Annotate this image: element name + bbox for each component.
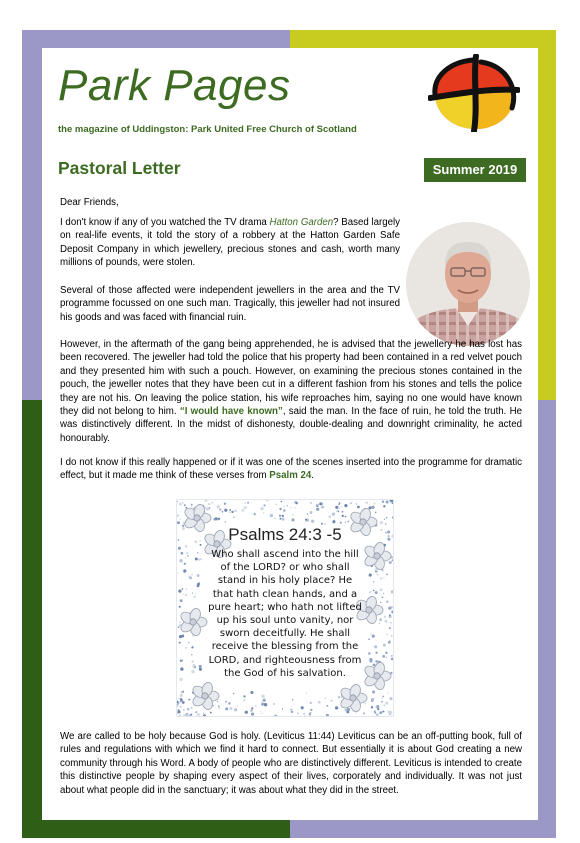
glitter-speck	[184, 504, 186, 506]
glitter-speck	[177, 703, 179, 705]
glitter-speck	[311, 520, 314, 523]
glitter-speck	[263, 699, 266, 702]
glitter-speck	[342, 515, 344, 517]
glitter-speck	[283, 506, 285, 508]
glitter-speck	[218, 707, 220, 709]
glitter-speck	[338, 504, 339, 505]
glitter-speck	[279, 508, 281, 510]
glitter-speck	[177, 501, 178, 503]
glitter-speck	[225, 707, 228, 710]
glitter-speck	[234, 509, 237, 512]
glitter-speck	[318, 701, 321, 704]
glitter-speck	[186, 507, 188, 509]
glitter-speck	[335, 506, 338, 509]
glitter-speck	[191, 707, 193, 709]
glitter-speck	[344, 504, 347, 507]
glitter-speck	[345, 709, 348, 712]
glitter-speck	[197, 713, 200, 716]
glitter-speck	[310, 511, 313, 514]
glitter-speck	[369, 506, 372, 509]
glitter-speck	[291, 711, 293, 713]
glitter-speck	[181, 691, 183, 693]
letter-paragraph-1: I don't know if any of you watched the TV drama Hatton Garden? Based largely on real-life events, it told the story of a robbery at the Hatton Garden Safe Deposit Company in which jewellery, precious stones and cash, worth many millions of pounds, were stolen.	[60, 217, 401, 269]
glitter-speck	[178, 514, 180, 516]
glitter-speck	[347, 521, 349, 523]
glitter-speck	[245, 711, 248, 714]
glitter-speck	[303, 713, 304, 714]
glitter-speck	[263, 504, 265, 506]
glitter-speck	[295, 502, 298, 505]
glitter-speck	[218, 705, 219, 706]
glitter-speck	[392, 517, 393, 519]
glitter-speck	[188, 709, 189, 710]
glitter-speck	[260, 507, 263, 510]
glitter-speck	[326, 705, 328, 707]
glitter-speck	[254, 513, 256, 515]
glitter-speck	[304, 715, 306, 716]
glitter-speck	[371, 506, 374, 509]
glitter-speck	[306, 693, 307, 694]
glitter-speck	[375, 512, 376, 513]
psalm-reference: Psalm 24	[269, 470, 312, 482]
glitter-speck	[345, 516, 347, 518]
glitter-speck	[341, 506, 342, 507]
glitter-speck	[316, 508, 319, 511]
glitter-speck	[301, 706, 304, 709]
letter-paragraph-5: We are called to be holy because God is holy. (Leviticus 11:44) Leviticus can be an off-putting book, full of rules and regulations with which we find it hard to connect. But essentially it is about God creating a new community through his Word. A body of people who are distinctively different. Leviticus is intended to create this distinctive people by shaping every aspect of their lives, corporately and individually. It was not just about what people did in the sanctuary; it was about what they did in the street.	[60, 731, 522, 796]
glitter-speck	[219, 508, 222, 511]
glitter-speck	[339, 502, 341, 504]
glitter-speck	[178, 698, 180, 700]
glitter-speck	[339, 508, 340, 509]
glitter-speck	[382, 501, 384, 503]
glitter-speck	[342, 511, 344, 513]
glitter-speck	[324, 697, 326, 699]
glitter-speck	[371, 706, 373, 708]
glitter-speck	[319, 502, 322, 505]
show-title: Hatton Garden	[269, 217, 334, 228]
glitter-speck	[189, 699, 191, 701]
glitter-speck	[307, 513, 308, 514]
glitter-speck	[294, 507, 296, 509]
glitter-speck	[233, 516, 234, 517]
glitter-speck	[332, 514, 334, 516]
glitter-speck	[326, 714, 329, 716]
glitter-speck	[335, 706, 338, 709]
glitter-speck	[180, 706, 182, 708]
glitter-speck	[384, 705, 386, 707]
glitter-speck	[282, 515, 284, 517]
glitter-speck	[247, 502, 249, 504]
glitter-speck	[237, 705, 238, 706]
glitter-speck	[233, 693, 235, 695]
glitter-speck	[179, 714, 181, 716]
glitter-speck	[262, 713, 263, 714]
glitter-speck	[204, 500, 207, 502]
glitter-speck	[338, 511, 339, 512]
glitter-speck	[244, 506, 247, 509]
glitter-speck	[297, 712, 299, 714]
glitter-speck	[261, 695, 264, 698]
glitter-speck	[209, 507, 211, 509]
glitter-speck	[290, 708, 292, 710]
glitter-speck	[388, 711, 391, 714]
glitter-speck	[310, 712, 311, 713]
glitter-speck	[251, 712, 254, 715]
glitter-speck	[350, 502, 352, 504]
glitter-speck	[229, 509, 231, 511]
glitter-speck	[203, 712, 205, 714]
glitter-speck	[225, 521, 226, 522]
glitter-speck	[244, 502, 245, 503]
glitter-speck	[386, 500, 389, 503]
glitter-speck	[182, 502, 183, 503]
glitter-speck	[383, 505, 385, 507]
glitter-speck	[281, 501, 282, 502]
section-title: Pastoral Letter	[58, 158, 181, 178]
glitter-speck	[309, 713, 311, 715]
glitter-speck	[250, 691, 253, 694]
glitter-speck	[357, 506, 360, 509]
glitter-speck	[261, 703, 264, 706]
minister-portrait	[406, 222, 530, 346]
letter-greeting: Dear Friends,	[60, 197, 119, 208]
glitter-speck	[379, 711, 382, 714]
glitter-speck	[191, 505, 193, 507]
glitter-speck	[264, 703, 267, 706]
glitter-speck	[251, 707, 253, 709]
glitter-speck	[282, 518, 285, 521]
glitter-speck	[287, 505, 288, 506]
glitter-speck	[242, 509, 245, 512]
glitter-speck	[321, 506, 324, 509]
glitter-speck	[217, 701, 218, 702]
magazine-title: Park Pages	[58, 61, 291, 110]
glitter-speck	[292, 699, 293, 700]
glitter-speck	[356, 503, 357, 504]
glitter-speck	[225, 701, 227, 703]
glitter-speck	[210, 712, 212, 714]
glitter-speck	[224, 503, 226, 505]
glitter-speck	[392, 502, 393, 504]
glitter-speck	[374, 712, 376, 714]
glitter-speck	[180, 694, 183, 697]
glitter-speck	[283, 509, 285, 511]
glitter-speck	[224, 509, 227, 512]
glitter-speck	[274, 715, 276, 716]
glitter-speck	[189, 715, 191, 716]
glitter-speck	[382, 710, 384, 712]
glitter-speck	[316, 505, 317, 506]
glitter-speck	[390, 697, 393, 700]
flower-icon	[339, 683, 367, 713]
letter-paragraph-2: Several of those affected were independent jewellers in the area and the TV programme focussed on one such man. Tragically, this jeweller had not insured his goods and was faced with financial ruin.	[60, 285, 400, 323]
glitter-speck	[228, 702, 230, 704]
letter-paragraph-3: However, in the aftermath of the gang being apprehended, he is advised that the jewellery he has lost has been recovered. The jeweller had told the police that his property had been contained in a red velvet pouch and they presented him with such a pouch. However, on examining the precious stones contained in the pouch, the jeweller notes that they have been cut in a different fashion from his stones and tells the police they are not his. On leaving the police station, his wife reproaches him, saying no one would have known they did not belong to him. “I would have known”, said the man. In the face of ruin, he told the truth. He was distinctively different. In the midst of dishonesty, double-dealing and downright criminality, he acted honourably.	[60, 339, 522, 444]
quote-highlight: “I would have known”	[179, 406, 283, 418]
glitter-speck	[183, 709, 184, 710]
glitter-speck	[208, 503, 210, 505]
glitter-speck	[211, 502, 213, 504]
glitter-speck	[255, 705, 256, 706]
glitter-speck	[218, 518, 220, 520]
glitter-speck	[310, 709, 312, 711]
glitter-speck	[191, 504, 193, 506]
glitter-speck	[387, 692, 388, 693]
glitter-speck	[274, 518, 275, 519]
glitter-speck	[229, 511, 231, 513]
glitter-speck	[179, 503, 182, 506]
glitter-speck	[270, 514, 273, 517]
glitter-speck	[381, 697, 382, 698]
glitter-speck	[330, 700, 332, 702]
glitter-speck	[282, 708, 283, 709]
glitter-speck	[234, 708, 237, 711]
glitter-speck	[344, 521, 346, 523]
glitter-speck	[203, 714, 206, 716]
glitter-speck	[364, 703, 366, 705]
glitter-speck	[384, 519, 385, 520]
glitter-speck	[213, 518, 215, 520]
glitter-speck	[338, 696, 340, 698]
glitter-speck	[231, 511, 233, 513]
glitter-speck	[376, 714, 379, 716]
letter-paragraph-4: I do not know if this really happened or if it was one of the scenes inserted into the programme for dramatic effect, but it made me think of these verses from Psalm 24.	[60, 457, 522, 482]
season-badge: Summer 2019	[424, 158, 526, 182]
glitter-speck	[305, 519, 307, 521]
glitter-speck	[371, 698, 374, 701]
glitter-speck	[386, 517, 388, 519]
glitter-speck	[190, 714, 192, 716]
glitter-speck	[195, 711, 197, 713]
glitter-speck	[229, 707, 232, 710]
glitter-speck	[180, 698, 183, 701]
glitter-speck	[375, 706, 377, 708]
verse-card-title: Psalms 24:3 -5	[228, 525, 342, 544]
glitter-speck	[373, 502, 375, 504]
glitter-speck	[178, 709, 180, 711]
magazine-subtitle: the magazine of Uddingston: Park United Free Church of Scotland	[58, 124, 357, 135]
glitter-speck	[276, 504, 277, 505]
glitter-speck	[222, 511, 224, 513]
glitter-speck	[347, 708, 350, 711]
glitter-speck	[279, 515, 281, 517]
glitter-speck	[263, 512, 265, 514]
glitter-speck	[385, 702, 388, 705]
glitter-speck	[366, 502, 368, 504]
glitter-speck	[243, 695, 245, 697]
glitter-speck	[250, 709, 253, 712]
glitter-speck	[291, 518, 294, 521]
glitter-speck	[310, 502, 312, 504]
verse-card-text: Who shall ascend into the hill of the LORD? or who shall stand in his holy place? He that hath clean hands, and a pure heart; who hath not lifted up his soul unto vanity, nor sworn deceitfully. He shall receive the blessing from the LORD, and righteousness from the God of his salvation.	[208, 549, 362, 679]
glitter-speck	[290, 507, 291, 508]
glitter-speck	[363, 712, 365, 714]
glitter-speck	[260, 711, 261, 712]
glitter-speck	[273, 703, 275, 705]
flower-icon	[191, 681, 219, 711]
glitter-speck	[381, 701, 383, 703]
glitter-speck	[180, 518, 181, 519]
glitter-speck	[243, 699, 245, 701]
glitter-speck	[372, 691, 375, 694]
glitter-speck	[217, 505, 220, 508]
glitter-speck	[328, 515, 331, 518]
glitter-speck	[292, 514, 293, 515]
psalm-verse-card	[176, 499, 394, 717]
glitter-speck	[266, 500, 268, 502]
glitter-speck	[310, 702, 312, 704]
church-cross-logo-icon	[428, 54, 520, 132]
glitter-speck	[332, 520, 335, 523]
glitter-speck	[280, 518, 282, 520]
glitter-speck	[383, 696, 384, 697]
